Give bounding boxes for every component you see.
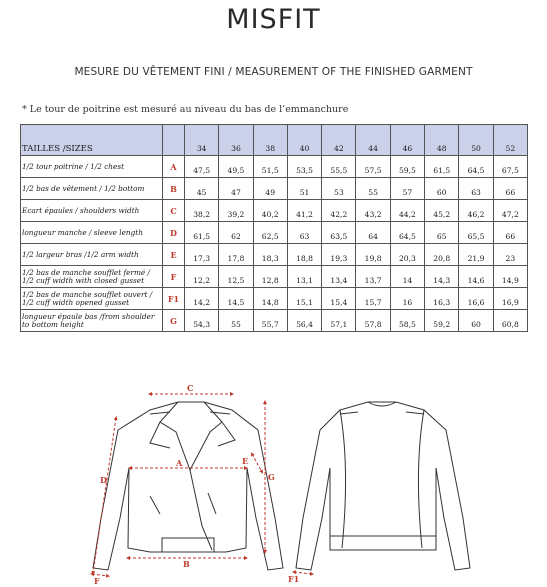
value-cell: 51,5: [253, 156, 287, 178]
row-letter: C: [163, 200, 185, 222]
row-letter: F1: [163, 288, 185, 310]
value-cell: 14: [390, 266, 424, 288]
value-cell: 51: [287, 178, 321, 200]
value-cell: 54,3: [185, 310, 219, 332]
value-cell: 12,5: [219, 266, 253, 288]
label-f: F: [94, 576, 100, 586]
row-letter: G: [163, 310, 185, 332]
value-cell: 64,5: [390, 222, 424, 244]
chest-note: * Le tour de poitrine est mesuré au niveau du bas de l’emmanchure: [22, 104, 349, 115]
value-cell: 56,4: [287, 310, 321, 332]
row-label: Ecart épaules / shoulders width: [21, 200, 163, 222]
brand-logo: MISFIT: [226, 4, 321, 35]
row-letter: A: [163, 156, 185, 178]
size-chart-table: [20, 124, 528, 332]
row-letter: B: [163, 178, 185, 200]
value-cell: 47,5: [185, 156, 219, 178]
table-row: [21, 310, 528, 332]
value-cell: 17,8: [219, 244, 253, 266]
label-g: G: [268, 472, 275, 482]
value-cell: 16: [390, 288, 424, 310]
value-cell: 62,5: [253, 222, 287, 244]
value-cell: 18,3: [253, 244, 287, 266]
value-cell: 12,8: [253, 266, 287, 288]
value-cell: 15,1: [287, 288, 321, 310]
row-label: 1/2 bas de vêtement / 1/2 bottom: [21, 178, 163, 200]
value-cell: 64: [356, 222, 390, 244]
page-subtitle: MESURE DU VÊTEMENT FINI / MEASUREMENT OF THE FINISHED GARMENT: [74, 66, 473, 78]
value-cell: 66: [493, 222, 527, 244]
size-header-cell: 36: [219, 125, 253, 156]
value-cell: 65,5: [459, 222, 493, 244]
value-cell: 15,4: [322, 288, 356, 310]
size-header-cell: 46: [390, 125, 424, 156]
value-cell: 12,2: [185, 266, 219, 288]
value-cell: 14,6: [459, 266, 493, 288]
row-letter: E: [163, 244, 185, 266]
table-row: [21, 178, 528, 200]
row-label: longueur manche / sleeve length: [21, 222, 163, 244]
value-cell: 15,7: [356, 288, 390, 310]
value-cell: 46,2: [459, 200, 493, 222]
value-cell: 47,2: [493, 200, 527, 222]
value-cell: 53: [322, 178, 356, 200]
value-cell: 53,5: [287, 156, 321, 178]
value-cell: 60,8: [493, 310, 527, 332]
table-row: [21, 266, 528, 288]
value-cell: 66: [493, 178, 527, 200]
value-cell: 58,5: [390, 310, 424, 332]
label-f1: F1: [288, 574, 300, 584]
value-cell: 38,2: [185, 200, 219, 222]
label-c: C: [187, 383, 194, 393]
value-cell: 41,2: [287, 200, 321, 222]
value-cell: 19,3: [322, 244, 356, 266]
value-cell: 13,4: [322, 266, 356, 288]
value-cell: 60: [459, 310, 493, 332]
value-cell: 42,2: [322, 200, 356, 222]
value-cell: 57,8: [356, 310, 390, 332]
row-label: 1/2 tour poitrine / 1/2 chest: [21, 156, 163, 178]
row-label: 1/2 bas de manche soufflet ouvert / 1/2 cuff width opened gusset: [21, 288, 163, 310]
table-row: [21, 200, 528, 222]
row-label: longueur épaule bas /from shoulder to bottom height: [21, 310, 163, 332]
label-d: D: [100, 475, 107, 485]
value-cell: 16,6: [459, 288, 493, 310]
value-cell: 55: [356, 178, 390, 200]
value-cell: 63,5: [322, 222, 356, 244]
size-header-cell: 48: [425, 125, 459, 156]
value-cell: 23: [493, 244, 527, 266]
value-cell: 57,5: [356, 156, 390, 178]
value-cell: 57: [390, 178, 424, 200]
value-cell: 13,7: [356, 266, 390, 288]
value-cell: 39,2: [219, 200, 253, 222]
value-cell: 19,8: [356, 244, 390, 266]
value-cell: 20,3: [390, 244, 424, 266]
value-cell: 14,2: [185, 288, 219, 310]
size-header-cell: 50: [459, 125, 493, 156]
value-cell: 21,9: [459, 244, 493, 266]
table-row: [21, 222, 528, 244]
value-cell: 61,5: [425, 156, 459, 178]
value-cell: 59,2: [425, 310, 459, 332]
value-cell: 67,5: [493, 156, 527, 178]
letter-header-cell: [163, 125, 185, 156]
table-row: [21, 288, 528, 310]
table-row: [21, 156, 528, 178]
value-cell: 64,5: [459, 156, 493, 178]
size-header-label: TAILLES /SIZES: [21, 125, 163, 156]
size-header-cell: 34: [185, 125, 219, 156]
value-cell: 40,2: [253, 200, 287, 222]
value-cell: 57,1: [322, 310, 356, 332]
value-cell: 55: [219, 310, 253, 332]
value-cell: 43,2: [356, 200, 390, 222]
row-label: 1/2 bas de manche soufflet fermé / 1/2 cuff width with closed gusset: [21, 266, 163, 288]
value-cell: 20,8: [425, 244, 459, 266]
value-cell: 63: [287, 222, 321, 244]
value-cell: 47: [219, 178, 253, 200]
size-header-cell: 40: [287, 125, 321, 156]
label-b: B: [183, 559, 190, 569]
value-cell: 45: [185, 178, 219, 200]
label-e: E: [242, 456, 249, 466]
jacket-back-view: [296, 402, 470, 570]
table-row: [21, 244, 528, 266]
measurement-lines: [92, 394, 312, 576]
size-header-cell: 44: [356, 125, 390, 156]
value-cell: 16,9: [493, 288, 527, 310]
value-cell: 65: [425, 222, 459, 244]
size-header-cell: 52: [493, 125, 527, 156]
value-cell: 17,3: [185, 244, 219, 266]
value-cell: 14,5: [219, 288, 253, 310]
value-cell: 45,2: [425, 200, 459, 222]
value-cell: 16,3: [425, 288, 459, 310]
value-cell: 14,3: [425, 266, 459, 288]
size-header-cell: 42: [322, 125, 356, 156]
value-cell: 49: [253, 178, 287, 200]
size-header-cell: 38: [253, 125, 287, 156]
size-header-row: [21, 125, 528, 156]
value-cell: 63: [459, 178, 493, 200]
row-letter: D: [163, 222, 185, 244]
label-a: A: [176, 458, 183, 468]
jacket-diagram: [0, 368, 547, 587]
value-cell: 55,7: [253, 310, 287, 332]
value-cell: 14,8: [253, 288, 287, 310]
value-cell: 61,5: [185, 222, 219, 244]
value-cell: 55,5: [322, 156, 356, 178]
value-cell: 13,1: [287, 266, 321, 288]
jacket-front-view: [93, 402, 283, 570]
value-cell: 44,2: [390, 200, 424, 222]
value-cell: 60: [425, 178, 459, 200]
value-cell: 18,8: [287, 244, 321, 266]
row-letter: F: [163, 266, 185, 288]
value-cell: 14,9: [493, 266, 527, 288]
value-cell: 49,5: [219, 156, 253, 178]
value-cell: 62: [219, 222, 253, 244]
row-label: 1/2 largeur bras /1/2 arm width: [21, 244, 163, 266]
value-cell: 59,5: [390, 156, 424, 178]
